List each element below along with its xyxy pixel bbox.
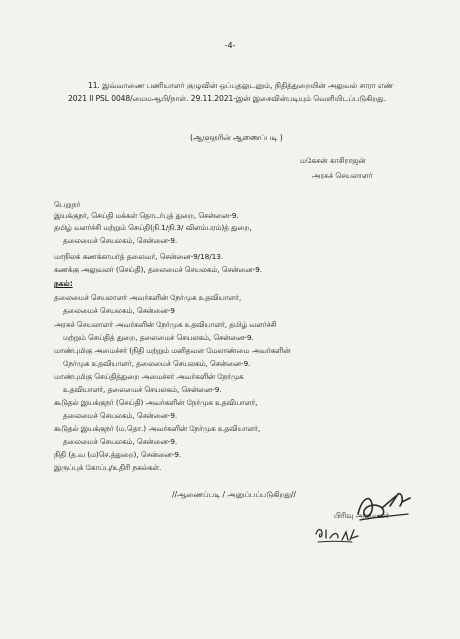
recipient-line: தலைமைச் செயலகம், சென்னை-9. <box>63 236 178 245</box>
paragraph-11: 11. இவ்வாணை பணியாளர் குழுவின் ஒப்புதலுடனும், நிதித்துறையின் அலுவல் சாரா எண் 2021 ll PSL 0048/மைமஆபி/நாள். 29.11.2021-இன் இசைவின்படியும் வெளியிடப்படுகிறது. <box>68 81 394 103</box>
copy-line: மாண்புமிகு செய்தித்துறை அமைச்சர் அவர்களின் நேர்முக <box>54 372 244 381</box>
forwarded-note: //ஆணைப்படி / அனுப்பப்படுகிறது// <box>172 490 296 499</box>
recipient-line: கணக்கு அலுவலர் (செய்தி), தலைமைச் செயலகம், சென்னை-9. <box>54 265 262 274</box>
copy-line: தலைமைச் செயலகம், சென்னை-9 <box>63 306 175 315</box>
copy-line: கூடுதல் இயக்குநர் (ம.தொ.) அவர்களின் நேர்முக உதவியாளர், <box>54 424 261 433</box>
governor-order: (ஆளுநரின் ஆணைப்படி ) <box>190 133 283 142</box>
copy-line: கூடுதல் இயக்குநர் (செய்தி) அவர்களின் நேர்முக உதவியாளர், <box>54 398 258 407</box>
forwarding-officer: பிரிவு அலுவலர் <box>334 511 389 520</box>
signatory-title: அரசுச் செயலாளர் <box>312 171 373 180</box>
copy-line: தலைமைச் செயலகம், சென்னை-9. <box>63 411 178 420</box>
copy-line: தலைமைச் செயலாளர் அவர்களின் நேர்முக உதவியாளர், <box>54 293 242 302</box>
page-number: -4- <box>224 41 236 50</box>
handwritten-signature <box>352 484 416 536</box>
signatory-name: மகேசன் காசிராஜன் <box>300 156 366 165</box>
copy-line: அரசுச் செயலாளர் அவர்களின் நேர்முக உதவியாளர், தமிழ் வளர்ச்சி <box>54 320 277 329</box>
copy-line: மற்றும் செய்தித் துறை, தலைமைச் செயலகம், சென்னை-9. <box>63 333 254 342</box>
copy-line: இருப்புக் கோப்பு/உதிரி நகல்கள். <box>54 463 162 472</box>
recipient-line: மாநிலக் கணக்காயர்த் தலைவர், சென்னை-9/18/13. <box>54 252 224 261</box>
copy-line: மாண்புமிகு அமைச்சர் (நிதி மற்றும் மனிதவள மேலாண்மை அவர்களின் <box>54 346 291 355</box>
recipients-heading: பெறுநர் <box>54 200 81 209</box>
copy-line: நிதி (த.வ (ம)செ.த்துறை), சென்னை-9. <box>54 450 182 459</box>
recipient-line: தமிழ் வளர்ச்சி மற்றும் செய்தி(நி.1/நி.3/ விளம்பரம்)த் துறை, <box>54 223 252 232</box>
copy-heading: நகல்: <box>54 279 73 288</box>
handwritten-initial <box>312 524 360 548</box>
copy-line: உதவியாளர், தலைமைச் செயலகம், சென்னை-9. <box>63 385 222 394</box>
copy-line: தலைமைச் செயலகம், சென்னை-9. <box>63 437 178 446</box>
copy-line: நேர்முக உதவியாளர், தலைமைச் செயலகம், சென்னை-9. <box>63 359 251 368</box>
recipient-line: இயக்குநர், செய்தி மக்கள் தொடர்புத் துறை, சென்னை-9. <box>54 211 239 220</box>
